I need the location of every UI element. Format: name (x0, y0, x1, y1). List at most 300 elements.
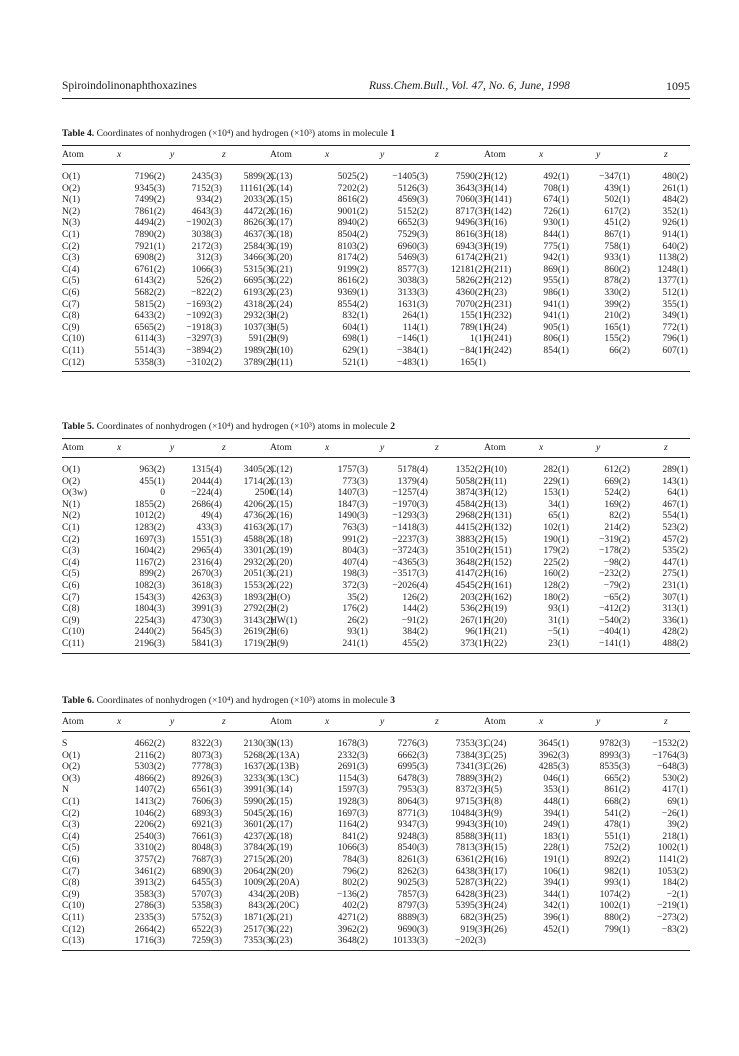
coord-y: 8535(3) (599, 761, 630, 773)
journal-citation: Russ.Chem.Bull., Vol. 47, No. 6, June, 1998 (369, 80, 570, 92)
coord-y: 5178(4) (397, 464, 428, 475)
coord-z: −648(3) (657, 761, 688, 773)
coord-x: 3645(1) (538, 738, 569, 749)
coord-x: 955(1) (543, 275, 569, 287)
coord-z: −26(1) (661, 807, 688, 819)
coord-x: 1407(3) (337, 487, 368, 499)
table-row (62, 796, 690, 808)
coord-x: 7890(2) (134, 228, 165, 240)
coord-y: 384(2) (402, 626, 428, 638)
caption-text: Coordinates of nonhydrogen (×10⁴) and hydrogen (×10³) atoms in molecule (96, 128, 388, 139)
coord-x: 3648(2) (337, 935, 368, 947)
atom-label: H(161) (484, 579, 512, 591)
atom-label: C(13B) (270, 761, 299, 773)
coord-x: 4285(3) (538, 761, 569, 773)
coord-y: −141(1) (599, 637, 630, 649)
coord-z: 275(1) (662, 568, 688, 580)
table-row (62, 866, 690, 878)
coord-x: 183(1) (543, 830, 569, 842)
coord-y: 9248(3) (397, 830, 428, 842)
atom-label: C(7) (62, 865, 80, 877)
table-row (62, 522, 690, 534)
coord-y: −1257(4) (392, 487, 428, 499)
coord-y: 1551(3) (191, 533, 222, 545)
atom-label: N(2) (62, 510, 81, 522)
coord-z: 1009(2) (243, 877, 274, 889)
coord-z: 3143(2) (243, 614, 274, 626)
atom-label: C(23) (270, 286, 293, 298)
coord-z: −219(1) (657, 900, 688, 912)
table-body (62, 171, 690, 368)
coord-z: 8717(3) (455, 205, 486, 217)
atom-label: C(20) (270, 853, 293, 865)
coord-x: 160(2) (543, 568, 569, 580)
coord-z: 7070(2) (455, 298, 486, 310)
coord-z: −84(1) (459, 344, 486, 356)
coord-z: 4163(2) (243, 521, 274, 533)
table-row (62, 252, 690, 264)
column-header-atom: Atom (484, 149, 506, 160)
table-caption (62, 695, 690, 707)
coord-x: 5358(3) (134, 356, 165, 368)
coord-x: 455(1) (139, 475, 165, 487)
table-row (62, 924, 690, 936)
atom-label: C(4) (62, 263, 80, 275)
atom-label: H(21) (484, 252, 507, 264)
table-row (62, 487, 690, 499)
coord-y: 6921(3) (191, 819, 222, 831)
coord-x: 832(1) (342, 310, 368, 322)
column-header-atom: Atom (270, 716, 292, 727)
coord-y: 1066(3) (191, 263, 222, 275)
coord-x: 282(1) (543, 464, 569, 475)
coord-z: 4472(2) (243, 205, 274, 217)
atom-label: H(8) (484, 795, 503, 807)
coord-z: 4360(2) (455, 286, 486, 298)
atom-label: C(14) (270, 784, 293, 796)
atom-label: C(15) (270, 194, 293, 206)
coord-y: 312(3) (196, 252, 222, 264)
coord-y: 892(2) (604, 853, 630, 865)
coord-y: 668(2) (604, 795, 630, 807)
coord-y: 8926(3) (191, 772, 222, 784)
coord-x: 2440(2) (134, 626, 165, 638)
coord-x: 6143(2) (134, 275, 165, 287)
coord-x: 102(1) (543, 521, 569, 533)
table-row (62, 738, 690, 750)
atom-label: S (62, 738, 68, 749)
coord-y: 6522(3) (191, 923, 222, 935)
coord-y: 5358(3) (191, 900, 222, 912)
coord-y: 8261(3) (397, 853, 428, 865)
column-header-z: z (222, 149, 226, 160)
coord-z: 1553(2) (243, 579, 274, 591)
coord-x: 7861(2) (134, 205, 165, 217)
running-title: Spiroindolinonaphthoxazines (62, 80, 197, 92)
coord-x: 1697(3) (134, 533, 165, 545)
atom-label: C(20A) (270, 877, 300, 889)
coord-y: 3991(3) (191, 603, 222, 615)
coord-z: 7590(2) (455, 171, 486, 182)
coord-x: 1167(2) (134, 556, 165, 568)
caption-text: Coordinates of nonhydrogen (×10⁴) and hydrogen (×10³) atoms in molecule (96, 695, 388, 706)
atom-label: C(24) (270, 298, 293, 310)
coord-y: 451(2) (604, 217, 630, 229)
atom-label: C(18) (270, 533, 293, 545)
coord-z: 1002(1) (657, 842, 688, 854)
coord-y: 878(2) (604, 275, 630, 287)
atom-label: H(O) (270, 591, 291, 603)
coord-z: 4588(2) (243, 533, 274, 545)
coord-y: 7152(3) (191, 182, 222, 194)
table-body (62, 464, 690, 650)
atom-label: C(2) (62, 533, 80, 545)
coord-z: 6438(3) (455, 865, 486, 877)
table-row (62, 206, 690, 218)
atom-label: H(9) (270, 333, 289, 345)
atom-label: C(12) (62, 356, 85, 368)
coord-x: 7499(2) (134, 194, 165, 206)
coord-x: 804(3) (342, 545, 368, 557)
coord-x: 1413(2) (134, 795, 165, 807)
atom-label: C(8) (62, 877, 80, 889)
coord-y: −79(2) (603, 579, 630, 591)
coord-x: 176(2) (342, 603, 368, 615)
atom-label: C(5) (62, 842, 80, 854)
coord-y: 5469(3) (397, 252, 428, 264)
coord-y: 6662(3) (397, 749, 428, 761)
coord-x: 35(2) (347, 591, 368, 603)
coord-z: 143(1) (662, 475, 688, 487)
coord-x: 26(2) (347, 614, 368, 626)
atom-label: N(2) (62, 205, 81, 217)
coord-x: 4494(2) (134, 217, 165, 229)
column-header-x: x (117, 716, 122, 727)
coord-x: 5025(2) (337, 171, 368, 182)
table-row (62, 557, 690, 569)
atom-label: H(2) (484, 772, 503, 784)
coord-x: 869(1) (543, 263, 569, 275)
atom-label: C(8) (62, 310, 80, 322)
atom-label: C(18) (270, 830, 293, 842)
coord-y: 7687(3) (191, 853, 222, 865)
coord-y: 8771(3) (397, 807, 428, 819)
coord-z: 843(2) (248, 900, 274, 912)
atom-label: H(152) (484, 556, 512, 568)
table-row (62, 345, 690, 357)
coord-z: 165(1) (460, 356, 486, 368)
coord-y: 502(1) (604, 194, 630, 206)
table-row (62, 545, 690, 557)
coord-y: 4569(3) (397, 194, 428, 206)
coord-z: 3784(2) (243, 842, 274, 854)
table-bottom-rule (62, 653, 690, 654)
atom-label: H(241) (484, 333, 512, 345)
coord-x: 1597(3) (337, 784, 368, 796)
column-header-z: z (435, 716, 439, 727)
coord-x: 698(1) (342, 333, 368, 345)
coord-x: 1697(3) (337, 807, 368, 819)
coord-z: 488(2) (662, 637, 688, 649)
column-header-x: x (539, 716, 544, 727)
table-row (62, 217, 690, 229)
coord-z: 12181(2) (450, 263, 486, 275)
coord-z: 7889(3) (455, 772, 486, 784)
atom-label: C(20) (270, 252, 293, 264)
coord-x: 9199(2) (337, 263, 368, 275)
coord-y: 126(2) (402, 591, 428, 603)
coord-z: 3789(2) (243, 356, 274, 368)
atom-label: H(16) (484, 568, 507, 580)
coord-z: 3301(2) (243, 545, 274, 557)
molecule-number: 2 (390, 421, 395, 432)
coord-z: 607(1) (662, 344, 688, 356)
coord-z: 4545(2) (455, 579, 486, 591)
atom-label: O(2) (62, 475, 81, 487)
coord-x: 2196(3) (134, 637, 165, 649)
coord-x: 8616(2) (337, 194, 368, 206)
atom-label: C(2) (62, 240, 80, 252)
table-row (62, 229, 690, 241)
atom-label: H(232) (484, 310, 512, 322)
coord-y: 3038(3) (397, 275, 428, 287)
coord-y: −3894(2) (186, 344, 222, 356)
coord-y: −4365(3) (392, 556, 428, 568)
atom-label: C(3) (62, 545, 80, 557)
coord-x: 9369(1) (337, 286, 368, 298)
coord-x: 775(1) (543, 240, 569, 252)
coord-z: 1138(2) (657, 252, 688, 264)
coord-z: 184(2) (662, 877, 688, 889)
table-row (62, 761, 690, 773)
coord-x: 604(1) (342, 321, 368, 333)
table-row (62, 900, 690, 912)
coord-x: 629(1) (342, 344, 368, 356)
coord-x: 23(1) (548, 637, 569, 649)
coord-x: 963(2) (139, 464, 165, 475)
column-header-x: x (539, 149, 544, 160)
coord-y: 8322(3) (191, 738, 222, 749)
coord-y: 993(1) (604, 877, 630, 889)
atom-label: N(20) (270, 865, 293, 877)
coord-z: 9496(3) (455, 217, 486, 229)
table-row (62, 534, 690, 546)
coord-y: 6561(3) (191, 784, 222, 796)
column-header-atom: Atom (484, 442, 506, 453)
coord-z: 313(1) (662, 603, 688, 615)
coord-y: −91(2) (401, 614, 428, 626)
coord-y: 8262(3) (397, 865, 428, 877)
table-6 (62, 695, 690, 951)
table-body (62, 738, 690, 947)
coord-z: 591(2) (248, 333, 274, 345)
atom-label: C(7) (62, 298, 80, 310)
atom-label: H(141) (484, 194, 512, 206)
coord-z: 535(2) (662, 545, 688, 557)
coord-z: 4318(2) (243, 298, 274, 310)
column-header-y: y (170, 442, 175, 453)
coord-x: 128(2) (543, 579, 569, 591)
table-caption (62, 128, 690, 140)
column-header-x: x (325, 442, 330, 453)
coord-y: 7529(3) (397, 228, 428, 240)
coord-x: 8940(2) (337, 217, 368, 229)
coord-x: 229(1) (543, 475, 569, 487)
column-header-y: y (596, 442, 601, 453)
coord-z: 3648(2) (455, 556, 486, 568)
coord-x: 8554(2) (337, 298, 368, 310)
coord-x: 942(1) (543, 252, 569, 264)
coord-z: 5899(2) (243, 171, 274, 182)
atom-label: H(5) (484, 784, 503, 796)
coord-x: 6761(2) (134, 263, 165, 275)
atom-label: H(16) (484, 853, 507, 865)
table-row (62, 171, 690, 183)
coord-y: 880(2) (604, 911, 630, 923)
atom-label: C(6) (62, 286, 80, 298)
coord-z: 6361(2) (455, 853, 486, 865)
coord-y: 7857(3) (397, 888, 428, 900)
coord-z: 796(1) (662, 333, 688, 345)
coord-x: 905(1) (543, 321, 569, 333)
table-row (62, 784, 690, 796)
coord-x: 899(2) (139, 568, 165, 580)
atom-label: C(2) (62, 807, 80, 819)
atom-label: C(10) (62, 626, 85, 638)
coord-z: 8626(3) (243, 217, 274, 229)
coord-x: 5303(2) (134, 761, 165, 773)
coord-x: 773(3) (342, 475, 368, 487)
coord-y: 982(1) (604, 865, 630, 877)
atom-label: H(23) (484, 888, 507, 900)
coord-z: 3643(3) (455, 182, 486, 194)
table-row (62, 819, 690, 831)
coord-z: 7353(3) (243, 935, 274, 947)
atom-label: C(5) (62, 568, 80, 580)
column-header-y: y (380, 149, 385, 160)
coord-y: 8889(3) (397, 911, 428, 923)
coord-z: 2064(2) (243, 865, 274, 877)
atom-label: C(17) (270, 521, 293, 533)
coord-y: 5752(3) (191, 911, 222, 923)
coord-y: 214(2) (604, 521, 630, 533)
coord-y: 7606(3) (191, 795, 222, 807)
coord-z: 6174(2) (455, 252, 486, 264)
coord-x: 986(1) (543, 286, 569, 298)
coord-x: 198(3) (342, 568, 368, 580)
coord-y: 433(3) (196, 521, 222, 533)
coord-y: 799(1) (604, 923, 630, 935)
atom-label: H(18) (484, 228, 507, 240)
atom-label: C(13A) (270, 749, 300, 761)
atom-label: C(4) (62, 556, 80, 568)
atom-label: N(1) (62, 498, 81, 510)
coord-y: 6652(3) (397, 217, 428, 229)
coord-x: 9001(2) (337, 205, 368, 217)
coord-x: 5815(2) (134, 298, 165, 310)
atom-label: H(11) (484, 475, 507, 487)
caption-text: Coordinates of nonhydrogen (×10⁴) and hydrogen (×10³) atoms in molecule (96, 421, 388, 432)
atom-label: C(15) (270, 795, 293, 807)
atom-label: H(11) (270, 356, 293, 368)
coord-y: −483(1) (397, 356, 428, 368)
coord-z: 4415(2) (455, 521, 486, 533)
coord-y: 551(1) (604, 830, 630, 842)
coord-x: 763(3) (342, 521, 368, 533)
column-header-x: x (325, 149, 330, 160)
coord-z: 8616(3) (455, 228, 486, 240)
atom-label: C(23) (270, 935, 293, 947)
coord-z: 467(1) (662, 498, 688, 510)
coord-y: −1693(2) (186, 298, 222, 310)
coord-z: 6428(3) (455, 888, 486, 900)
coord-z: 5045(2) (243, 807, 274, 819)
coord-y: 933(1) (604, 252, 630, 264)
coord-x: 1928(3) (337, 795, 368, 807)
atom-label: C(1) (62, 795, 80, 807)
coord-z: 64(1) (667, 487, 688, 499)
coord-x: 708(1) (543, 182, 569, 194)
coord-x: 3310(2) (134, 842, 165, 854)
coord-y: 10133(3) (392, 935, 428, 947)
coord-y: 9782(3) (599, 738, 630, 749)
coord-y: −1902(3) (186, 217, 222, 229)
coord-z: 4637(3) (243, 228, 274, 240)
column-header-x: x (325, 716, 330, 727)
column-header-y: y (380, 442, 385, 453)
coord-x: 5514(3) (134, 344, 165, 356)
coord-z: 428(2) (662, 626, 688, 638)
coord-z: 640(2) (662, 240, 688, 252)
coord-y: 617(2) (604, 205, 630, 217)
table-bottom-rule (62, 950, 690, 951)
atom-label: H(212) (484, 275, 512, 287)
coord-x: 407(4) (342, 556, 368, 568)
coord-z: 1989(2) (243, 344, 274, 356)
coord-x: 8174(2) (337, 252, 368, 264)
column-header-atom: Atom (62, 149, 84, 160)
atom-label: C(13) (270, 475, 293, 487)
coord-z: 218(1) (662, 830, 688, 842)
coord-z: 96(1) (465, 626, 486, 638)
atom-label: C(8) (62, 603, 80, 615)
atom-label: H(2) (270, 603, 289, 615)
atom-label: O(2) (62, 182, 81, 194)
coord-z: 2715(2) (243, 853, 274, 865)
coord-y: 2435(3) (191, 171, 222, 182)
atom-label: C(10) (62, 900, 85, 912)
coord-z: 1037(3) (243, 321, 274, 333)
atom-label: C(21) (270, 911, 293, 923)
table-label: Table 4. (62, 128, 95, 139)
atom-label: C(20C) (270, 900, 299, 912)
coord-y: 478(1) (604, 819, 630, 831)
coord-y: −347(1) (599, 171, 630, 182)
column-header-z: z (664, 149, 668, 160)
coord-y: 8064(3) (397, 795, 428, 807)
table-row (62, 877, 690, 889)
coord-x: 3757(2) (134, 853, 165, 865)
coord-x: 7921(1) (134, 240, 165, 252)
coord-x: 93(1) (347, 626, 368, 638)
coord-x: 190(1) (543, 533, 569, 545)
coord-x: 784(3) (342, 853, 368, 865)
coord-z: 4206(2) (243, 498, 274, 510)
atom-label: H(17) (484, 865, 507, 877)
coord-x: 991(2) (342, 533, 368, 545)
table-row (62, 333, 690, 345)
coord-z: 11161(2) (239, 182, 274, 194)
